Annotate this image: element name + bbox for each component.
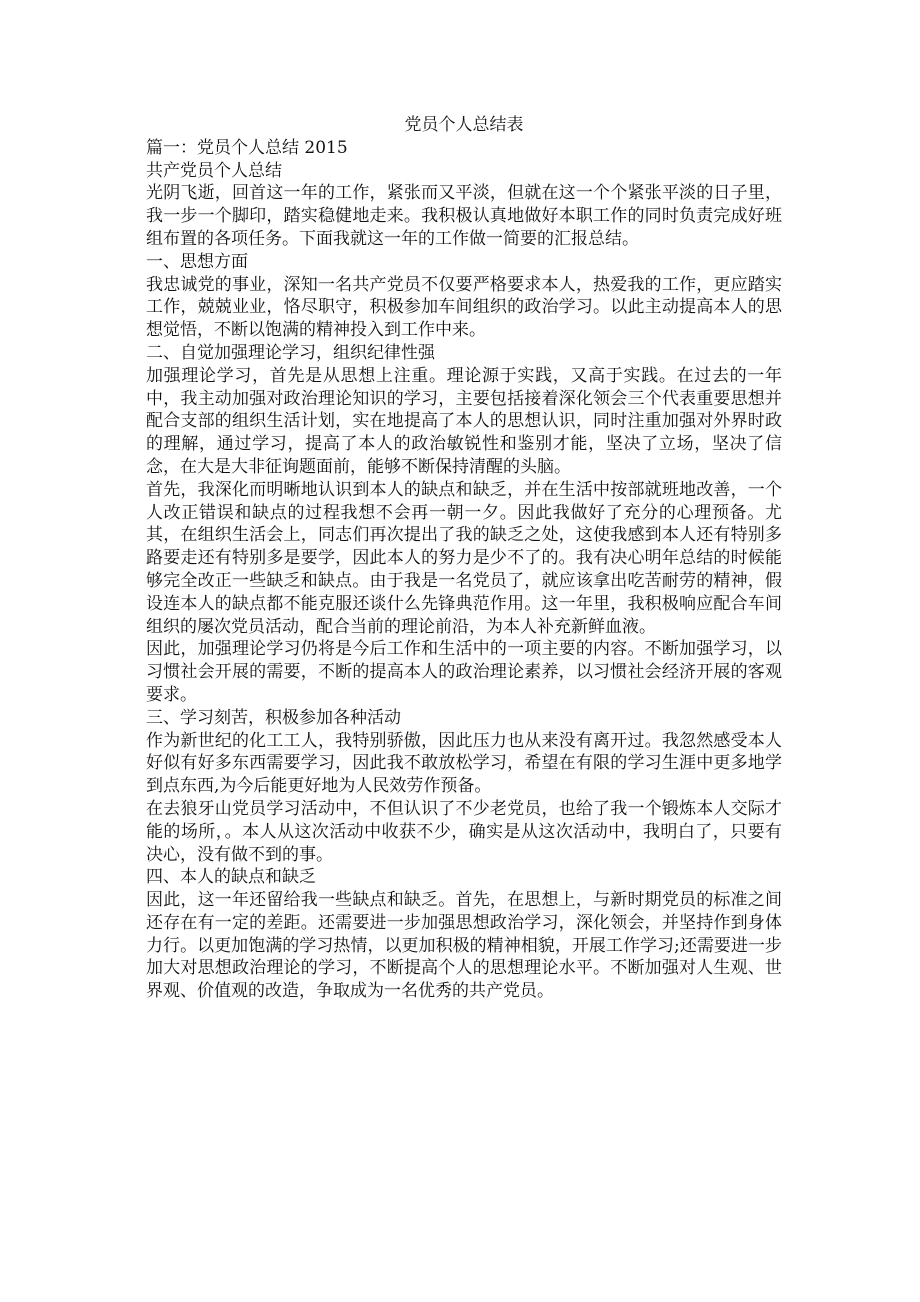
document-subtitle: 篇一：党员个人总结 2015 bbox=[146, 137, 348, 158]
paragraph: 因此，这一年还留给我一些缺点和缺乏。首先，在思想上，与新时期党员的标准之间还存在有一定的差距。还需要进一步加强思想政治学习，深化领会，并坚持作到身体力行。以更加饱满的学习热情，以更加积极的精神相貌，开展工作学习;还需要进一步加大对思想政治理论的学习，不断提高个人的思想理论水平。不断加强对人生观、世界观、价值观的改造，争取成为一名优秀的共产党员。 bbox=[146, 890, 782, 1002]
paragraph: 首先，我深化而明晰地认识到本人的缺点和缺乏，并在生活中按部就班地改善，一个人改正错误和缺点的过程我想不会再一朝一夕。因此我做好了充分的心理预备。尤其，在组织生活会上，同志们再次提出了我的缺乏之处，这使我感到本人还有特别多路要走还有特别多是要学，因此本人的努力是少不了的。我有决心明年总结的时候能够完全改正一些缺乏和缺点。由于我是一名党员了，就应该拿出吃苦耐劳的精神，假设连本人的缺点都不能克服还谈什么先锋典范作用。这一年里，我积极响应配合车间组织的屡次党员活动，配合当前的理论前沿，为本人补充新鲜血液。 bbox=[146, 479, 782, 637]
paragraph: 作为新世纪的化工工人，我特别骄傲，因此压力也从来没有离开过。我忽然感受本人好似有好多东西需要学习，因此我不敢放松学习，希望在有限的学习生涯中更多地学到点东西,为今后能更好地为人民效劳作预备。 bbox=[146, 730, 782, 797]
document-heading: 共产党员个人总结 bbox=[146, 160, 282, 181]
paragraph: 加强理论学习，首先是从思想上注重。理论源于实践，又高于实践。在过去的一年中，我主动加强对政治理论知识的学习，主要包括接着深化领会三个代表重要思想并配合支部的组织生活计划，实在地提高了本人的思想认识，同时注重加强对外界时政的理解，通过学习，提高了本人的政治敏锐性和鉴别才能，坚决了立场，坚决了信念，在大是大非征询题面前，能够不断保持清醒的头脑。 bbox=[146, 365, 782, 477]
paragraph: 在去狼牙山党员学习活动中，不但认识了不少老党员，也给了我一个锻炼本人交际才能的场所，。本人从这次活动中收获不少，确实是从这次活动中，我明白了，只要有决心，没有做不到的事。 bbox=[146, 798, 782, 865]
section-heading: 四、本人的缺点和缺乏 bbox=[146, 867, 316, 888]
paragraph: 光阴飞逝，回首这一年的工作，紧张而又平淡，但就在这一个个紧张平淡的日子里，我一步一个脚印，踏实稳健地走来。我积极认真地做好本职工作的同时负责完成好班组布置的各项任务。下面我就这一年的工作做一简要的汇报总结。 bbox=[146, 183, 782, 249]
section-heading: 三、学习刻苦，积极参加各种活动 bbox=[146, 707, 401, 728]
section-heading: 一、思想方面 bbox=[146, 251, 248, 272]
paragraph: 我忠诚党的事业，深知一名共产党员不仅要严格要求本人，热爱我的工作，更应踏实工作，兢兢业业，恪尽职守，积极参加车间组织的政治学习。以此主动提高本人的思想觉悟，不断以饱满的精神投入到工作中来。 bbox=[146, 274, 782, 341]
document-title: 党员个人总结表 bbox=[404, 115, 524, 135]
section-heading: 二、自觉加强理论学习，组织纪律性强 bbox=[146, 342, 435, 363]
document-page bbox=[146, 114, 782, 1003]
document-body bbox=[146, 182, 782, 1003]
paragraph: 因此，加强理论学习仍将是今后工作和生活中的一项主要的内容。不断加强学习，以习惯社会开展的需要，不断的提高本人的政治理论素养，以习惯社会经济开展的客观要求。 bbox=[146, 639, 782, 705]
